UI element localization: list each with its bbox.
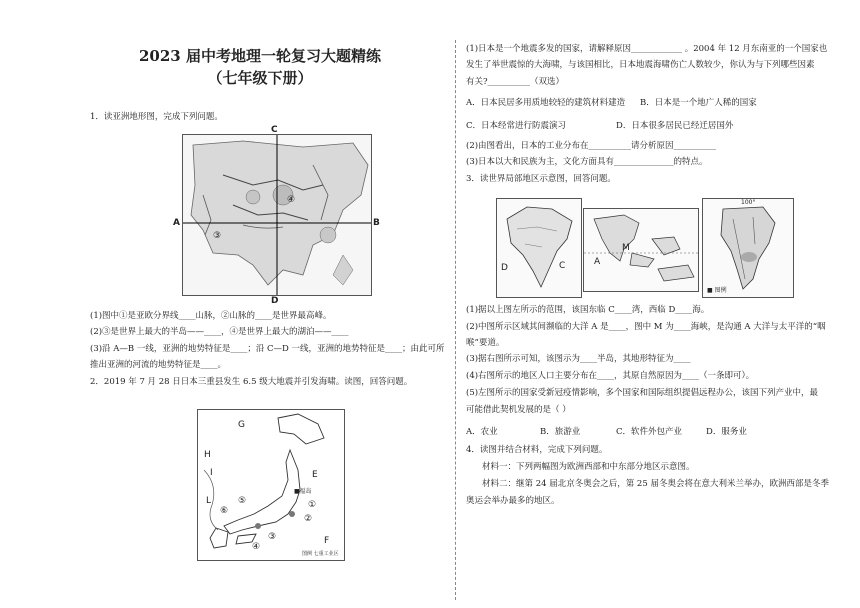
q2-part1-line2: 发生了举世震惊的大海啸，与该国相比，日本地震海啸伤亡人数较少，你认为与下列哪些因素: [466, 60, 815, 70]
india-map: [496, 198, 582, 298]
q1-part3: (3)沿 A—B 一线，亚洲的地势特征是____；沿 C—D 一线，亚洲的地势特征是____；由此可所: [90, 344, 445, 354]
asia-map-graphic: [183, 135, 371, 295]
q3-part4: (4)右图所示的地区人口主要分布在____，其原自然原因为____（一条即可）。: [466, 371, 755, 381]
q2-option-d: D．日本很多居民已经迁居国外: [616, 121, 734, 131]
q3-part2-line1: (2)中图所示区域其间濒临的大洋 A 是____，图中 M 为____海峡，是沟通 A 大洋与太平洋的“咽: [466, 322, 826, 332]
india-label-D: D: [501, 263, 508, 273]
japan-label-E: E: [312, 470, 318, 480]
page-title: 2023 届中考地理一轮复习大题精练: [139, 47, 381, 65]
q1-part1: (1)图中①是亚欧分界线____山脉，②山脉的____是世界最高峰。: [90, 311, 332, 321]
asia-label-B: B: [373, 218, 380, 228]
q3-part1: (1)据以上图左所示的范围，该国东临 C____湾，西临 D____海。: [466, 305, 710, 315]
q4-material1: 材料一：下列两幅图为欧洲西部和中东部分地区示意图。: [482, 462, 695, 472]
asia-terrain-map: [182, 134, 372, 296]
indochina-map: [702, 198, 794, 298]
q2-prompt: 2．2019 年 7 月 28 日日本三重县发生 6.5 级大地震并引发海啸。读图，回答问题。: [90, 377, 413, 387]
q1-prompt: 1．读亚洲地形图，完成下列问题。: [90, 112, 223, 122]
japan-marker-4: ④: [252, 542, 261, 552]
column-divider: [455, 40, 456, 600]
q2-part3: (3)日本以大和民族为主，文化方面具有______________的特点。: [466, 157, 708, 167]
q4-prompt: 4．读图并结合材料，完成下列问题。: [466, 445, 608, 455]
q3-option-b: B．旅游业: [540, 427, 581, 437]
japan-legend: 图例 七重工业区: [302, 551, 339, 557]
sea-label-A: A: [594, 257, 601, 267]
q2-option-c: C．日本经常进行防震演习: [466, 121, 567, 131]
japan-city-label: ■福岛: [294, 488, 312, 495]
india-map-graphic: [497, 199, 581, 297]
japan-marker-2: ②: [304, 514, 313, 524]
q4-material2-line2: 奥运会举办最多的地区。: [466, 496, 560, 506]
q2-part1-line3: 有关?__________（双选）: [466, 77, 565, 87]
sea-map-graphic: [584, 209, 698, 291]
japan-map: [197, 409, 345, 561]
q2-option-a: A．日本民居多用质地较轻的建筑材料建造: [466, 98, 626, 108]
q2-part2: (2)由图看出，日本的工业分布在__________请分析原因__________: [466, 141, 717, 151]
japan-marker-5: ⑤: [238, 496, 247, 506]
q3-prompt: 3．读世界局部地区示意图，回答问题。: [466, 174, 616, 184]
japan-label-L: L: [206, 496, 212, 506]
q3-option-a: A．农业: [466, 427, 498, 437]
q2-part1-line1: (1)日本是一个地震多发的国家，请解释原因____________ 。2004 年 12 月东南亚的一个国家也: [466, 44, 828, 54]
asia-label-A: A: [173, 218, 180, 228]
japan-label-I: I: [210, 468, 213, 478]
q3-part2-line2: 喉”要道。: [466, 338, 505, 348]
japan-label-G: G: [238, 420, 245, 430]
asia-label-D: D: [271, 296, 279, 306]
asia-marker-3: ③: [213, 231, 222, 241]
indochina-map-graphic: [703, 199, 793, 297]
asia-marker-4: ④: [287, 195, 296, 205]
japan-label-F: F: [324, 536, 330, 546]
q3-option-d: D．服务业: [706, 427, 747, 437]
japan-marker-6: ⑥: [220, 506, 229, 516]
asia-label-C: C: [271, 125, 278, 135]
japan-marker-3: ③: [268, 532, 277, 542]
q1-part4: 推出亚洲的河流的地势特征是____。: [90, 360, 227, 370]
indochina-legend: ■ 图例: [707, 287, 727, 294]
page-subtitle: （七年级下册）: [207, 69, 313, 87]
indochina-longitude: 100°: [741, 199, 756, 206]
q3-part5-line2: 可能借此契机发展的是（ ）: [466, 405, 571, 415]
q3-option-c: C．软件外包产业: [616, 427, 683, 437]
q3-part5-line1: (5)左图所示的国家受新冠疫情影响，多个国家和国际组织提倡远程办公，该国下列产业中，最: [466, 388, 819, 398]
q1-part2: (2)③是世界上最大的半岛——____，④是世界上最大的湖泊——____: [90, 327, 349, 337]
india-label-C: C: [559, 261, 566, 271]
q3-part3: (3)据右图所示可知，该图示为____半岛，其地形特征为____: [466, 354, 691, 364]
japan-marker-1: ①: [308, 500, 317, 510]
q4-material2-line1: 材料二：继第 24 届北京冬奥会之后，第 25 届冬奥会将在意大利米兰举办，欧洲西部是冬季: [482, 479, 829, 489]
southeast-asia-map: [583, 208, 699, 292]
sea-label-M: M: [622, 243, 630, 253]
japan-label-H: H: [204, 450, 211, 460]
q2-option-b: B．日本是一个地广人稀的国家: [640, 98, 757, 108]
